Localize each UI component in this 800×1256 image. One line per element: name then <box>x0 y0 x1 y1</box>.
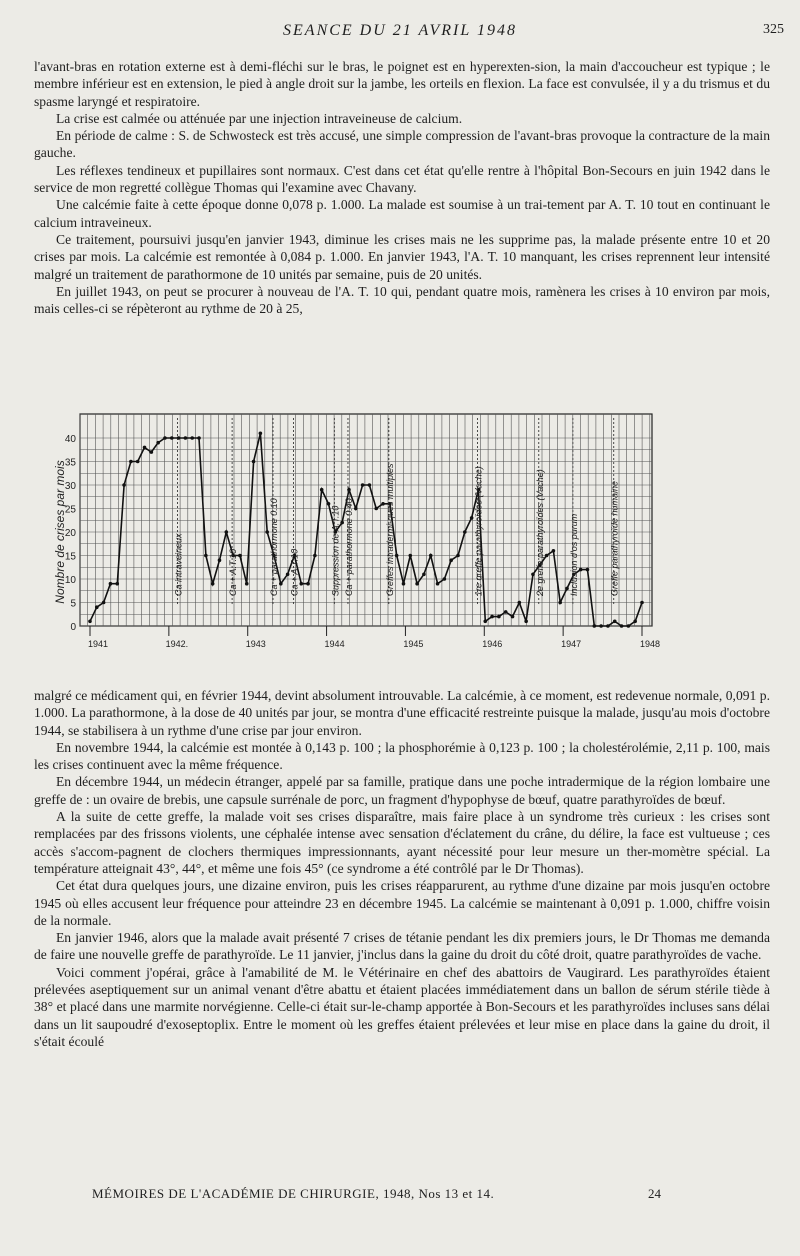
data-point <box>306 582 310 586</box>
annotation-label: Suppression de A.T.10 <box>330 505 341 596</box>
paragraph: En novembre 1944, la calcémie est montée à 0,143 p. 100 ; la phosphorémie à 0,123 p. 100 ; la cholestérolémie, 2,11 p. 100, mais les crises continuent avec la même fréquence. <box>34 739 770 773</box>
chart-svg <box>40 404 800 664</box>
data-point <box>313 554 317 558</box>
annotation-label: Ca + parathormone 0.40 <box>343 498 354 596</box>
annotation-label: Greffes intradermi-ques multiples <box>384 463 395 596</box>
page-header <box>0 22 800 42</box>
data-point <box>422 573 426 577</box>
data-point <box>463 530 467 534</box>
paragraph: La crise est calmée ou atténuée par une injection intraveineuse de calcium. <box>56 110 463 126</box>
data-point <box>511 615 515 619</box>
data-point <box>408 554 412 558</box>
paragraph: l'avant-bras en rotation externe est à demi-fléchi sur le bras, le poignet est en hyperexten-sion, la main d'accoucheur est typique ; le membre inférieur est en extension, le pied à angle droit sur la jambe, les orteils en flexion. La face est convulsée, il y a du trismus et du spasme laryngé et respiratoire. <box>34 59 770 109</box>
data-point <box>504 610 508 614</box>
data-point <box>245 582 249 586</box>
data-point <box>211 582 215 586</box>
x-tick-label: 1946 <box>482 639 503 649</box>
data-point <box>402 582 406 586</box>
y-axis-label: Nombre de crises par mois <box>53 460 67 604</box>
seizure-chart <box>40 404 800 664</box>
data-point <box>354 507 358 511</box>
data-point <box>545 554 549 558</box>
data-point <box>415 582 419 586</box>
sheet-number: 24 <box>648 1186 661 1201</box>
data-point <box>95 605 99 609</box>
data-point <box>579 568 583 572</box>
data-point <box>586 568 590 572</box>
data-point <box>88 620 92 624</box>
y-tick-label: 40 <box>64 434 76 445</box>
data-point <box>218 558 222 562</box>
page-number: 325 <box>763 22 784 37</box>
data-point <box>259 432 263 436</box>
paragraph: A la suite de cette greffe, la malade voit ses crises disparaître, mais faire place à un syndrome très curieux : les crises sont remplacées par des frissons violents, une céphalée intense avec sensation d'éclatement du crâne, du délire, la face est vultueuse ; ces accès s'accom-pagnent de clochers thermiques impressionnants, ayant nécessité pour leur mesure un ther-momètre spécial. La température atteignait 43°, 44°, et même une fois 45° (ce syndrome a été contrôlé par le Dr Thomas). <box>34 809 770 876</box>
data-point <box>368 483 372 487</box>
annotation-label: 2e greffe parathyroïdes (Vache) <box>534 469 545 596</box>
y-tick-label: 35 <box>64 457 76 469</box>
y-tick-label: 30 <box>64 481 76 492</box>
data-point <box>204 554 208 558</box>
paragraph: Cet état dura quelques jours, une dizaine environ, puis les crises réapparurent, au rythme d'une dizaine par mois jusqu'en octobre 1945 où elles accusent leur fréquence pour atteindre 23 en décembre 1945. La calcémie se maintenant à 0,091 p. 1.000, chiffre voisin de la normale. <box>34 878 770 928</box>
x-tick-label: 1944 <box>324 639 345 649</box>
data-point <box>163 436 167 440</box>
data-point <box>552 549 556 553</box>
x-tick-label: 1942. <box>165 639 189 649</box>
series-line <box>90 433 642 626</box>
paragraph: malgré ce médicament qui, en février 1944, devint absolument introuvable. La calcémie, à ce moment, est redevenue normale, 0,091 p. 1.000. La parathormone, à la dose de 40 unités par jour, se montra d'une efficacité restreinte puisque la malade, jusqu'au mois d'octobre 1944, se stabilisera à un rythme d'une crise par jour environ. <box>34 688 770 738</box>
data-point <box>633 620 637 624</box>
x-tick-label: 1941 <box>87 639 109 649</box>
y-tick-label: 10 <box>64 575 76 586</box>
y-tick-label: 25 <box>64 504 76 516</box>
data-point <box>238 554 242 558</box>
data-point <box>620 624 624 628</box>
data-point <box>374 507 378 511</box>
y-tick-label: 5 <box>70 598 76 610</box>
data-point <box>190 436 194 440</box>
data-point <box>109 582 113 586</box>
data-point <box>558 601 562 605</box>
y-tick-label: 20 <box>64 528 76 539</box>
data-point <box>224 530 228 534</box>
data-point <box>129 460 133 464</box>
data-point <box>443 577 447 581</box>
annotation-label: Greffe parathyroïde humaine <box>609 480 620 596</box>
paragraph: Une calcémie faite à cette époque donne 0,078 p. 1.000. La malade est soumise à un trai-tement par A. T. 10 tout en continuant le calcium intraveineux. <box>34 197 770 230</box>
paragraph: Ce traitement, poursuivi jusqu'en janvier 1943, diminue les crises mais ne les supprime pas, la malade présente entre 10 et 20 crises par mois. La calcémie est remontée à 0,084 p. 1.000. En janvier 1943, l'A. T. 10 manquant, les crises reprennent leur intensité malgré un traitement de parathormone de 10 unités par semaine, puis de 20 unités. <box>34 231 770 282</box>
paragraph: Voici comment j'opérai, grâce à l'amabilité de M. le Vétérinaire en chef des abattoirs de Vaugirard. Les parathyroïdes étaient prélevées aseptiquement sur un animal venant d'être abattu et étaient placées immédiatement dans un ballon de sérum stérile tiède à 38° et placé dans une marmite norvégienne. Celle-ci était sur-le-champ apportée à Bon-Secours et les parathyroïdes incluses sans délai dans un lit saupoudré d'exoseptoplix. Entre le moment où les greffes étaient prélevées et leur mise en place dans la gaine du droit, il s'était écoulé <box>34 964 770 1049</box>
annotation-label: 1re greffe parathyroïdes (Vache) <box>473 466 484 596</box>
data-point <box>518 601 522 605</box>
data-point <box>156 441 160 445</box>
journal-reference: MÉMOIRES DE L'ACADÉMIE DE CHIRURGIE, 1948, Nos 13 et 14. <box>92 1186 495 1201</box>
data-point <box>252 460 256 464</box>
data-point <box>361 483 365 487</box>
paragraph: En période de calme : S. de Schwosteck est très accusé, une simple compression de l'avant-bras provoque la contracture de la main gauche. <box>34 128 770 161</box>
paragraph: En janvier 1946, alors que la malade avait présenté 7 crises de tétanie pendant les dix premiers jours, le Dr Thomas me demanda de faire une nouvelle greffe de parathyroïde. Le 11 janvier, j'inclus dans la gaine du droit du côté droit, quatre parathyroïdes de vache. <box>34 930 770 963</box>
paragraph: En décembre 1944, un médecin étranger, appelé par sa famille, pratique dans une poche intradermique de la région lombaire une greffe de : un ovaire de brebis, une capsule surrénale de porc, un fragment d'hypophyse de bœuf, quatre parathyroïdes de bœuf. <box>34 774 770 807</box>
data-point <box>115 582 119 586</box>
annotation-label: Ca + parathormone 0.10 <box>269 498 279 596</box>
x-tick-label: 1943 <box>245 639 266 649</box>
x-tick-label: 1945 <box>403 639 424 649</box>
data-point <box>436 582 440 586</box>
data-point <box>122 483 126 487</box>
data-point <box>483 620 487 624</box>
data-point <box>456 554 460 558</box>
data-point <box>449 558 453 562</box>
data-point <box>606 624 610 628</box>
text-block-bottom <box>34 687 770 1050</box>
data-point <box>613 620 617 624</box>
data-point <box>497 615 501 619</box>
data-point <box>320 488 324 492</box>
data-point <box>599 624 603 628</box>
annotation-label: Ca + A.T.10 <box>228 548 239 596</box>
data-point <box>524 620 528 624</box>
data-point <box>627 624 631 628</box>
data-point <box>197 436 201 440</box>
data-point <box>299 582 303 586</box>
data-point <box>184 436 188 440</box>
annotation-label: Ca intraveineux <box>173 533 184 596</box>
data-point <box>150 450 154 454</box>
text-block-top <box>34 58 770 317</box>
data-point <box>395 554 399 558</box>
paragraph: Les réflexes tendineux et pupillaires sont normaux. C'est dans cet état qu'elle rentre à l'hôpital Bon-Secours en juin 1942 dans le service de mon regretté collègue Thomas qui l'examine avec Chavany. <box>34 162 770 196</box>
data-point <box>143 446 147 450</box>
y-tick-label: 0 <box>70 622 76 633</box>
data-point <box>136 460 140 464</box>
data-point <box>327 502 331 506</box>
data-point <box>279 582 283 586</box>
annotation-label: Inclusion d'os purum <box>568 513 579 596</box>
x-tick-label: 1948 <box>639 639 661 649</box>
data-point <box>490 615 494 619</box>
x-tick-label: 1947 <box>561 639 582 649</box>
data-point <box>592 624 596 628</box>
data-point <box>640 601 644 605</box>
running-title: SEANCE DU 21 AVRIL 1948 <box>283 22 517 39</box>
data-point <box>429 554 433 558</box>
annotation-label: Ca + A.T.10 <box>289 548 300 596</box>
paragraph: En juillet 1943, on peut se procurer à nouveau de l'A. T. 10 qui, pendant quatre mois, ramènera les crises à 10 environ par mois, mais celles-ci se répèteront au rythme de 20 à 25, <box>34 283 770 317</box>
y-tick-label: 15 <box>64 551 76 563</box>
data-point <box>102 601 106 605</box>
data-point <box>170 436 174 440</box>
